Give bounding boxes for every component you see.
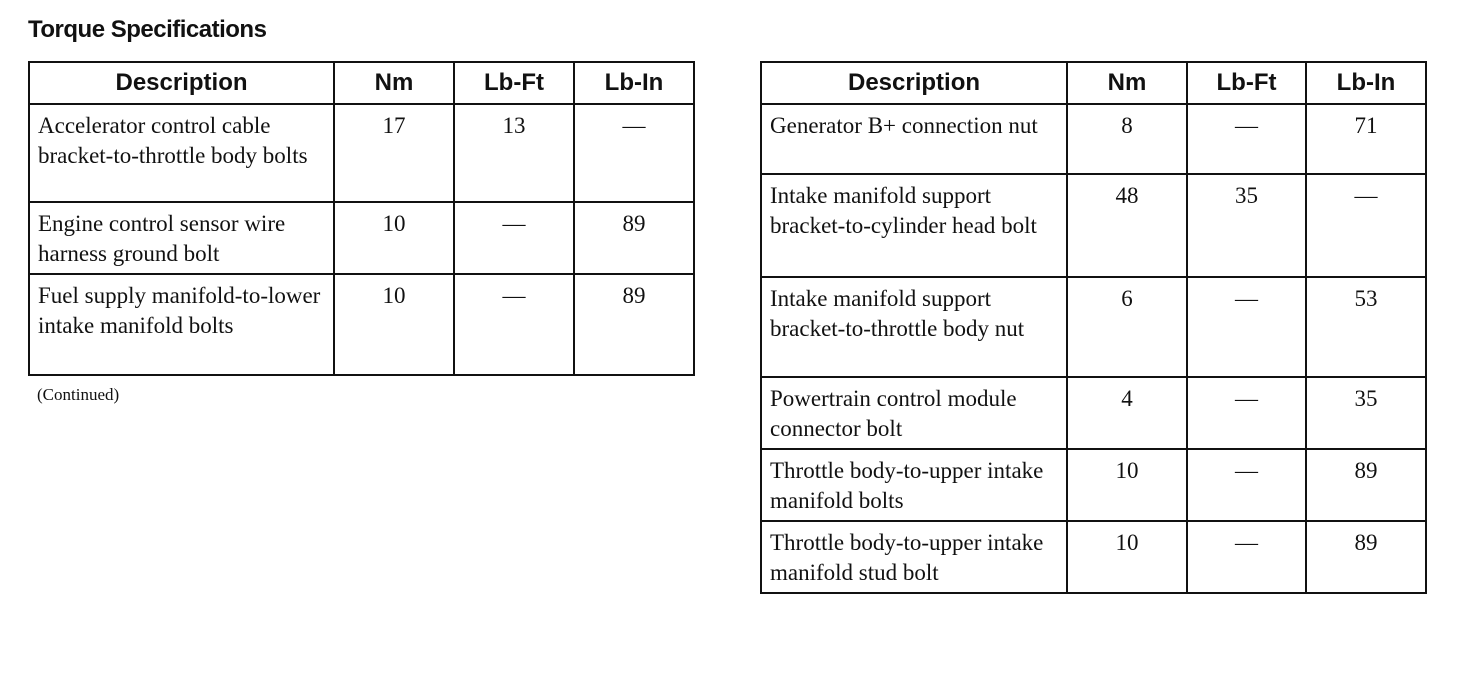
row-description: Powertrain control module connector bolt [761, 377, 1067, 449]
row-description: Accelerator control cable bracket-to-throttle body bolts [29, 104, 334, 202]
row-lb-in: 89 [1306, 449, 1426, 521]
header-nm: Nm [334, 62, 454, 104]
table-header-row [761, 62, 1426, 104]
continued-note: (Continued) [37, 385, 120, 404]
header-lb-in: Lb-In [574, 62, 694, 104]
row-nm: 10 [334, 202, 454, 274]
header-description: Description [29, 62, 334, 104]
row-nm: 10 [1067, 449, 1187, 521]
table-row [761, 277, 1426, 377]
header-lb-ft: Lb-Ft [454, 62, 574, 104]
row-lb-ft: — [1187, 521, 1306, 593]
table-row [761, 104, 1426, 174]
torque-table-left [28, 61, 695, 376]
table-row [29, 202, 694, 274]
table-row [761, 174, 1426, 277]
row-lb-ft: — [1187, 104, 1306, 174]
row-lb-in: 89 [1306, 521, 1426, 593]
header-nm: Nm [1067, 62, 1187, 104]
row-lb-in: 53 [1306, 277, 1426, 377]
row-lb-ft: — [454, 274, 574, 375]
row-lb-in: — [1306, 174, 1426, 277]
row-description: Fuel supply manifold-to-lower intake manifold bolts [29, 274, 334, 375]
row-nm: 8 [1067, 104, 1187, 174]
row-lb-ft: — [1187, 449, 1306, 521]
row-nm: 17 [334, 104, 454, 202]
row-lb-in: 89 [574, 274, 694, 375]
page-title: Torque Specifications [28, 16, 267, 43]
row-lb-ft: — [454, 202, 574, 274]
table-row [761, 377, 1426, 449]
row-lb-in: 89 [574, 202, 694, 274]
row-lb-in: — [574, 104, 694, 202]
header-description: Description [761, 62, 1067, 104]
row-lb-ft: — [1187, 277, 1306, 377]
header-lb-ft: Lb-Ft [1187, 62, 1306, 104]
torque-table-right [760, 61, 1427, 594]
row-nm: 6 [1067, 277, 1187, 377]
row-description: Throttle body-to-upper intake manifold bolts [761, 449, 1067, 521]
table-row [761, 521, 1426, 593]
row-nm: 10 [1067, 521, 1187, 593]
row-lb-in: 35 [1306, 377, 1426, 449]
table-row [761, 449, 1426, 521]
row-nm: 48 [1067, 174, 1187, 277]
row-description: Throttle body-to-upper intake manifold stud bolt [761, 521, 1067, 593]
row-nm: 10 [334, 274, 454, 375]
header-lb-in: Lb-In [1306, 62, 1426, 104]
row-lb-in: 71 [1306, 104, 1426, 174]
table-header-row [29, 62, 694, 104]
row-description: Intake manifold support bracket-to-throttle body nut [761, 277, 1067, 377]
row-lb-ft: 35 [1187, 174, 1306, 277]
table-row [29, 274, 694, 375]
row-lb-ft: 13 [454, 104, 574, 202]
row-description: Intake manifold support bracket-to-cylinder head bolt [761, 174, 1067, 277]
table-row [29, 104, 694, 202]
row-nm: 4 [1067, 377, 1187, 449]
row-description: Engine control sensor wire harness ground bolt [29, 202, 334, 274]
row-description: Generator B+ connection nut [761, 104, 1067, 174]
row-lb-ft: — [1187, 377, 1306, 449]
